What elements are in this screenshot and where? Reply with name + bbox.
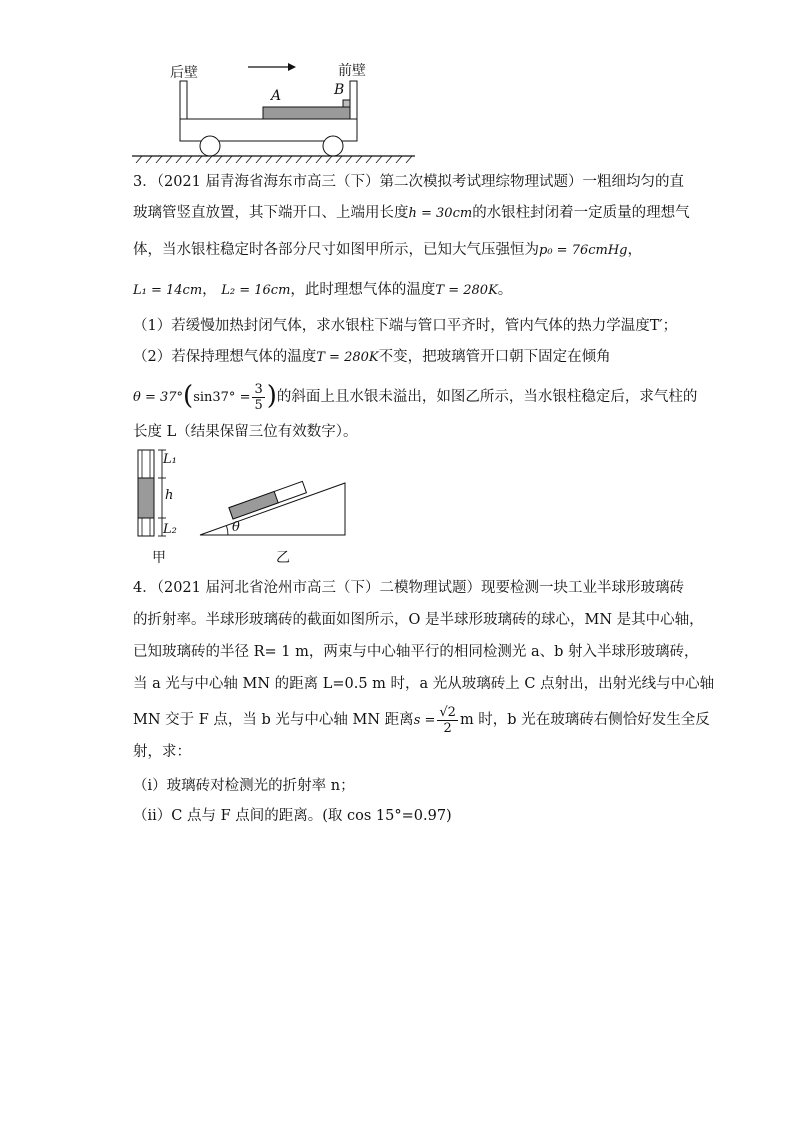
block-b-label: B: [334, 82, 345, 98]
q3-line-1: 3．（2021 届青海省海东市高三（下）第二次模拟考试理综物理试题）一粗细均匀的直: [133, 174, 684, 190]
l1-label: L₁: [163, 452, 177, 467]
fraction-3-5: $\frac{3}{5}$: [254, 381, 263, 413]
caption-jia: 甲: [152, 550, 166, 566]
q3-line-4: L₁ = 14cm， L₂ = 16cm，此时理想气体的温度T = 280K。: [133, 282, 513, 298]
q4-sub-2: （ii）C 点与 F 点间的距离。(取 cos 15°=0.97): [133, 808, 452, 824]
fraction-sqrt2-2: $\frac{√2}{2}$: [439, 704, 456, 736]
front-wall-label: 前壁: [338, 63, 366, 79]
q4-line-1: 4．（2021 届河北省沧州市高三（下）二模物理试题）现要检测一块工业半球形玻璃砖: [133, 580, 684, 596]
q4-line-2: 的折射率。半球形玻璃砖的截面如图所示，O 是半球形玻璃砖的球心，MN 是其中心轴，: [133, 612, 704, 628]
q4-sub-1: （i）玻璃砖对检测光的折射率 n；: [133, 778, 355, 794]
l2-label: L₂: [163, 522, 177, 537]
q3-part-2-cont: θ = 37°(sin37° = $\frac{3}{5}$ )的斜面上且水银未溢出，如图乙所示，当水银柱稳定后，求气柱的: [133, 381, 698, 413]
block-a-label: A: [271, 88, 282, 104]
q4-line-6: 射，求：: [133, 744, 191, 760]
q3-part-2: （2）若保持理想气体的温度T = 280K不变，把玻璃管开口朝下固定在倾角: [133, 349, 611, 365]
q3-part-1: （1）若缓慢加热封闭气体，求水银柱下端与管口平齐时，管内气体的热力学温度T′；: [133, 318, 678, 334]
caption-yi: 乙: [276, 550, 290, 566]
q3-line-2: 玻璃管竖直放置，其下端开口、上端用长度h = 30cm的水银柱封闭着一定质量的理想气: [133, 205, 690, 221]
theta-label: θ: [232, 520, 240, 535]
rear-wall-label: 后壁: [170, 65, 198, 81]
q4-line-5: MN 交于 F 点，当 b 光与中心轴 MN 距离s = $\frac{√2}{2}$ m 时，b 光在玻璃砖右侧恰好发生全反: [133, 704, 710, 736]
q4-line-3: 已知玻璃砖的半径 R= 1 m，两束与中心轴平行的相同检测光 a、b 射入半球形玻璃砖，: [133, 644, 699, 660]
q3-part-2-end: 长度 L（结果保留三位有效数字）。: [133, 424, 358, 440]
q3-line-3: 体，当水银柱稳定时各部分尺寸如图甲所示，已知大气压强恒为p₀ = 76cmHg，: [133, 242, 642, 258]
h-label: h: [165, 488, 174, 503]
q4-line-4: 当 a 光与中心轴 MN 的距离 L=0.5 m 时，a 光从玻璃砖上 C 点射出，出射光线与中心轴: [133, 676, 715, 692]
